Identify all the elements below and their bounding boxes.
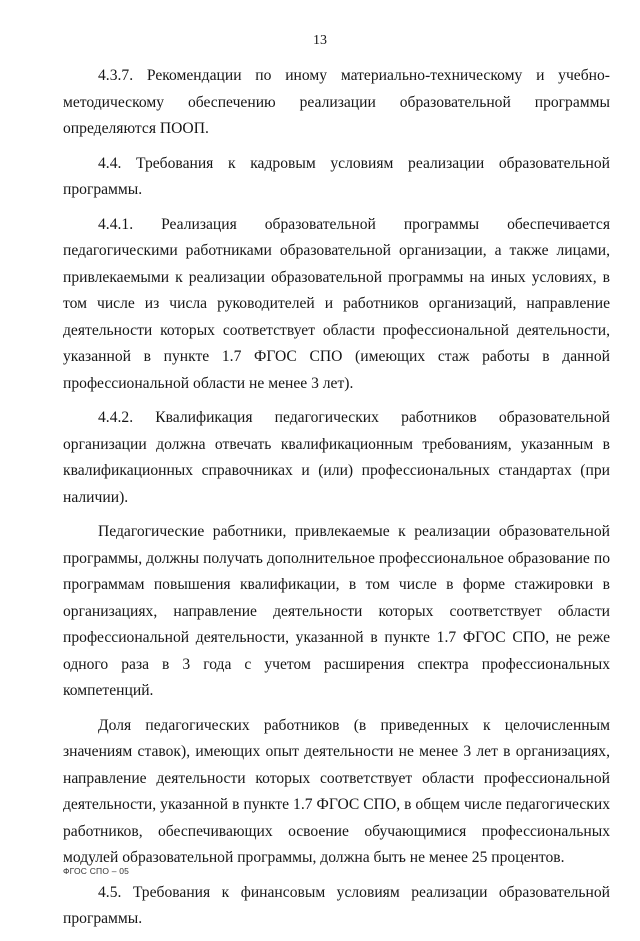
document-body [63, 63, 610, 941]
paragraph-teacher-training: Педагогические работники, привлекаемые к реализации образовательной программы, должны получать дополнительное профессиональное образование по программам повышения квалификации, в том числе в форме стажировки в организациях, направление деятельности которых соответствует области профессиональной деятельности, указанной в пункте 1.7 ФГОС СПО, не реже одного раза в 3 года с учетом расширения спектра профессиональных компетенций. [63, 523, 610, 699]
paragraph-4-4-1: 4.4.1. Реализация образовательной программы обеспечивается педагогическими работниками образовательной организации, а также лицами, привлекаемыми к реализации образовательной программы на иных условиях, в том числе из числа руководителей и работников организаций, направление деятельности которых соответствует области профессиональной деятельности, указанной в пункте 1.7 ФГОС СПО (имеющих стаж работы в данной профессиональной области не менее 3 лет). [63, 215, 610, 392]
footer-standard-code: ФГОС СПО – 05 [63, 866, 130, 876]
paragraph-4-5: 4.5. Требования к финансовым условиям реализации образовательной программы. [63, 883, 610, 927]
paragraph-teacher-share: Доля педагогических работников (в приведенных к целочисленным значениям ставок), имеющих опыт деятельности не менее 3 лет в организациях, направление деятельности которых соответствует области профессиональной деятельности, указанной в пункте 1.7 ФГОС СПО, в общем числе педагогических работников, обеспечивающих освоение обучающимися профессиональных модулей образовательной программы, должна быть не менее 25 процентов. [63, 716, 610, 866]
page-number: 13 [313, 33, 327, 48]
paragraph-4-4: 4.4. Требования к кадровым условиям реализации образовательной программы. [63, 154, 610, 198]
paragraph-4-4-2: 4.4.2. Квалификация педагогических работников образовательной организации должна отвечать квалификационным требованиям, указанным в квалификационных справочниках и (или) профессиональных стандартах (при наличии). [63, 409, 610, 506]
paragraph-4-3-7: 4.3.7. Рекомендации по иному материально-техническому и учебно-методическому обеспечению реализации образовательной программы определяются ПООП. [63, 67, 610, 137]
